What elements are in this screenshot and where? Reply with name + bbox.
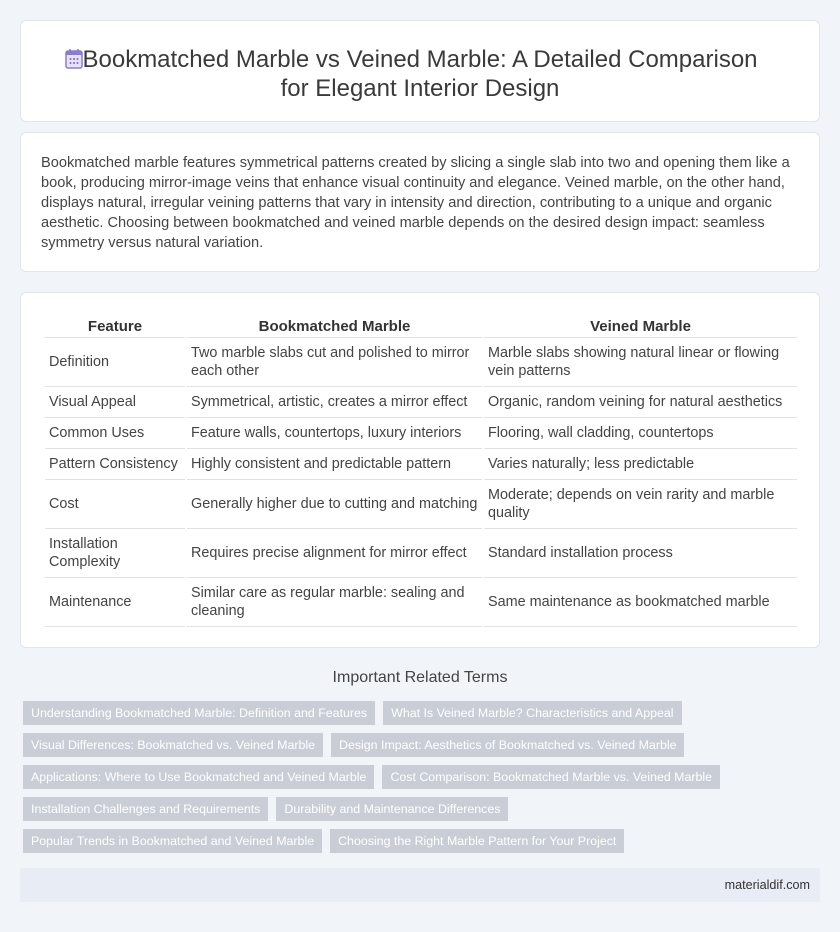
related-terms-list xyxy=(23,701,813,853)
row-bookmatched: Requires precise alignment for mirror effect xyxy=(187,529,482,578)
table-row xyxy=(45,529,797,578)
row-veined: Varies naturally; less predictable xyxy=(484,449,797,480)
row-veined: Moderate; depends on vein rarity and marble quality xyxy=(484,480,797,529)
related-term-link[interactable]: Popular Trends in Bookmatched and Veined Marble xyxy=(23,829,322,853)
related-term-link[interactable]: Design Impact: Aesthetics of Bookmatched vs. Veined Marble xyxy=(331,733,684,757)
related-term-link[interactable]: Durability and Maintenance Differences xyxy=(276,797,508,821)
page-title-line1: Bookmatched Marble vs Veined Marble: A Detailed Comparison xyxy=(82,46,758,73)
intro-card xyxy=(20,132,820,272)
comparison-table xyxy=(43,314,799,627)
related-term-link[interactable]: Choosing the Right Marble Pattern for Your Project xyxy=(330,829,624,853)
header-veined: Veined Marble xyxy=(484,314,797,338)
header-card xyxy=(20,20,820,122)
table-row xyxy=(45,449,797,480)
row-feature: Common Uses xyxy=(45,418,185,449)
row-bookmatched: Feature walls, countertops, luxury interiors xyxy=(187,418,482,449)
row-feature: Installation Complexity xyxy=(45,529,185,578)
row-bookmatched: Similar care as regular marble: sealing and cleaning xyxy=(187,578,482,627)
related-term-link[interactable]: Visual Differences: Bookmatched vs. Veined Marble xyxy=(23,733,323,757)
table-row xyxy=(45,418,797,449)
row-bookmatched: Generally higher due to cutting and matching xyxy=(187,480,482,529)
row-feature: Visual Appeal xyxy=(45,387,185,418)
comparison-card xyxy=(20,292,820,648)
header-bookmatched: Bookmatched Marble xyxy=(187,314,482,338)
related-term-link[interactable]: Installation Challenges and Requirements xyxy=(23,797,268,821)
table-row xyxy=(45,578,797,627)
row-veined: Organic, random veining for natural aesthetics xyxy=(484,387,797,418)
row-bookmatched: Two marble slabs cut and polished to mirror each other xyxy=(187,338,482,387)
related-term-link[interactable]: Applications: Where to Use Bookmatched and Veined Marble xyxy=(23,765,374,789)
table-row xyxy=(45,338,797,387)
footer xyxy=(20,868,820,902)
page-title xyxy=(82,45,757,103)
row-feature: Cost xyxy=(45,480,185,529)
related-term-link[interactable]: Understanding Bookmatched Marble: Definition and Features xyxy=(23,701,375,725)
row-feature: Definition xyxy=(45,338,185,387)
row-bookmatched: Highly consistent and predictable pattern xyxy=(187,449,482,480)
table-row xyxy=(45,387,797,418)
related-term-link[interactable]: What Is Veined Marble? Characteristics and Appeal xyxy=(383,701,681,725)
row-veined: Flooring, wall cladding, countertops xyxy=(484,418,797,449)
row-bookmatched: Symmetrical, artistic, creates a mirror effect xyxy=(187,387,482,418)
row-feature: Maintenance xyxy=(45,578,185,627)
row-veined: Standard installation process xyxy=(484,529,797,578)
row-veined: Same maintenance as bookmatched marble xyxy=(484,578,797,627)
row-veined: Marble slabs showing natural linear or flowing vein patterns xyxy=(484,338,797,387)
intro-paragraph: Bookmatched marble features symmetrical patterns created by slicing a single slab into two and opening them like a book, producing mirror-image veins that enhance visual continuity and elegance. Veined marble, on the other hand, displays natural, irregular veining patterns that vary in intensity and direction, contributing to a unique and organic aesthetic. Choosing between bookmatched and veined marble depends on the desired design impact: seamless symmetry versus natural variation. xyxy=(41,155,790,251)
header-feature: Feature xyxy=(45,314,185,338)
page-title-line2: for Elegant Interior Design xyxy=(280,75,560,102)
row-feature: Pattern Consistency xyxy=(45,449,185,480)
related-term-link[interactable]: Cost Comparison: Bookmatched Marble vs. Veined Marble xyxy=(382,765,720,789)
table-row xyxy=(45,480,797,529)
footer-site-name: materialdif.com xyxy=(724,878,810,892)
related-terms-title: Important Related Terms xyxy=(332,669,508,686)
